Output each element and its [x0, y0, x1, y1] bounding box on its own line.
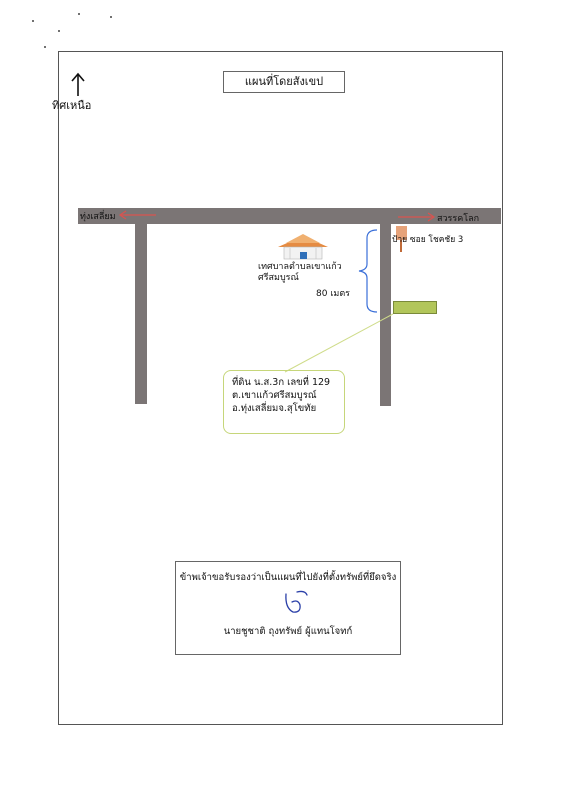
distance-label: 80 เมตร	[316, 289, 351, 299]
parcel-line-1: ที่ดิน น.ส.3ก เลขที่ 129	[232, 377, 331, 388]
office-label-line1: เทศบาลตำบลเขาแก้ว	[258, 262, 342, 272]
road-label-west: ทุ่งเสลี่ยม	[80, 212, 116, 222]
certifier-name: นายชูชาติ ถุงทรัพย์ ผู้แทนโจทก์	[223, 626, 353, 637]
signature-icon	[281, 586, 311, 616]
certification-box	[175, 561, 401, 655]
parcel-callout	[223, 370, 345, 434]
map-title: แผนที่โดยสังเขป	[223, 71, 345, 93]
sign-label: ป้าย ซอย โชคชัย 3	[392, 235, 464, 245]
road-label-east: สวรรคโลก	[437, 214, 480, 224]
north-label: ทิศเหนือ	[52, 99, 92, 112]
parcel-line-3: อ.ทุ่งเสลี่ยมจ.สุโขทัย	[232, 403, 317, 414]
office-label-line2: ศรีสมบูรณ์	[258, 273, 299, 283]
parcel-line-2: ต.เขาแก้วศรีสมบูรณ์	[232, 390, 317, 401]
certification-statement: ข้าพเจ้าขอรับรองว่าเป็นแผนที่ไปยังที่ตั้งทรัพย์ที่ยึดจริง	[179, 572, 397, 583]
